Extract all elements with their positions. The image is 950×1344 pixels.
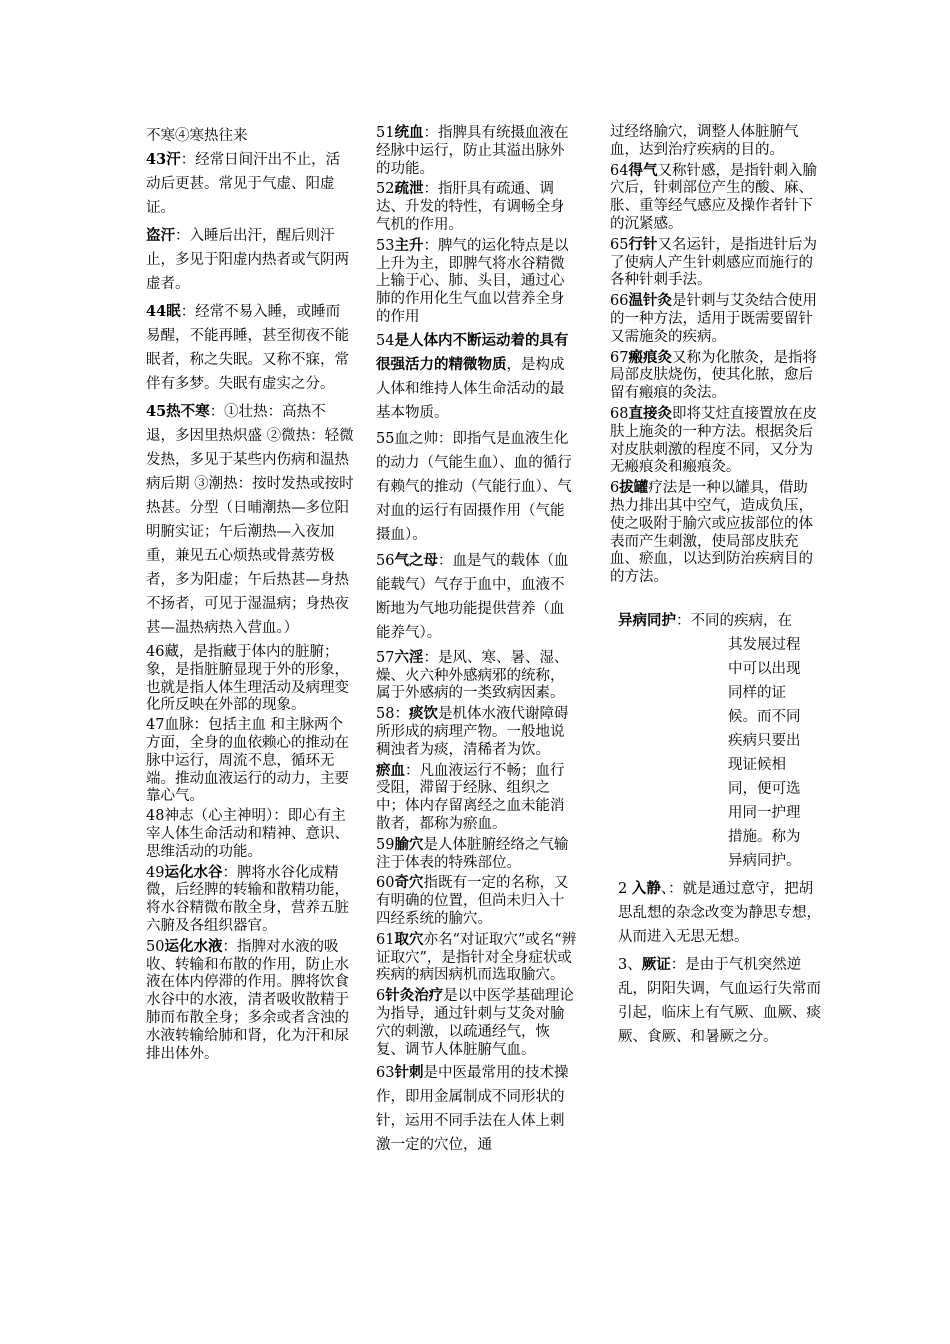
- entry-64: 64得气又称针感，是指针刺入腧穴后，针刺部位产生的酸、麻、胀、重等经气感应及操作者针下的沉紧感。: [610, 161, 817, 232]
- entry-57: 57六淫：是风、寒、暑、湿、燥、火六种外感病邪的统称，属于外感病的一类致病因素。: [376, 648, 569, 702]
- entry-term: 瘢痕灸: [628, 348, 672, 366]
- entry-term: 得气: [628, 161, 658, 179]
- entry-term: 疏泄: [394, 180, 424, 198]
- entry-term: 统血: [394, 124, 424, 141]
- entry-night-sweat: 盗汗：入睡后出汗，醒后则汗止，多见于阳虚内热者或气阴两虚者。: [146, 227, 349, 292]
- entry-43-sweat: 43汗：经常日间汗出不止，活动后更甚。常见于气虚、阳虚证。: [146, 151, 341, 216]
- entry-lead-line: 异病同护：不同的疾病，在: [618, 611, 792, 629]
- entry-term: 针刺: [394, 1064, 424, 1082]
- spacer: [610, 587, 822, 609]
- entry-term: 入静: [631, 879, 661, 897]
- entry-quiet: 2 入静、：就是通过意守，把胡思乱想的杂念改变为静思专想，从而进入无思无想。: [618, 879, 821, 945]
- entry-66: 66温针灸是针刺与艾灸结合使用的一种方法，适用于既需要留针又需施灸的疾病。: [610, 292, 817, 345]
- entry-term: 运化水液: [164, 937, 223, 955]
- entry-same-care: [610, 609, 822, 873]
- entry-term: 瘀血: [376, 761, 405, 779]
- entry-49-transport-food: 49运化水谷：脾将水谷化成精微，后经脾的转输和散精功能，将水谷精微布散全身，营养五脏六腑及各组织器官。: [146, 863, 349, 934]
- entry-54: 54是人体内不断运动着的具有很强活力的精微物质，是构成人体和维持人体生命活动的最基本物质。: [376, 331, 569, 421]
- entry-69: 6拔罐疗法是一种以罐具，借助热力排出其中空气，造成负压，使之吸附于腧穴或应拔部位的体表而产生刺激，使局部皮肤充血、瘀血，以达到防治疾病目的的方法。: [610, 479, 813, 586]
- entry-61: 61取穴亦名“对证取穴”或名“辨证取穴”，是指针对全身症状或疾病的病因病机而选取腧穴。: [376, 930, 577, 984]
- entry-term: 取穴: [394, 930, 424, 948]
- entry-term: 44眠: [146, 303, 181, 320]
- entry-term: 奇穴: [394, 874, 424, 892]
- entry-stasis: 瘀血：凡血液运行不畅；血行受阻，滞留于经脉、组织之中；体内存留离经之血未能消散者，都称为瘀血。: [376, 761, 565, 832]
- entry-term: 直接灸: [628, 404, 672, 422]
- entry-term: 行针: [628, 235, 658, 253]
- entry-58: 58：痰饮是机体水液代谢障碍所形成的病理产物。一般地说稠浊者为痰，清稀者为饮。: [376, 705, 569, 758]
- entry-syncope: 3、厥证：是由于气机突然逆乱，阴阳失调，气血运行失常而引起，临床上有气厥、血厥、痰厥、食厥、和暑厥之分。: [618, 955, 821, 1045]
- column-2: [376, 124, 578, 1157]
- paragraph-continued: 过经络腧穴，调整人体脏腑气血，达到治疗疾病的目的。: [610, 124, 799, 158]
- entry-65: 65行针又名运针，是指进针后为了使病人产生针刺感应而施行的各种针刺手法。: [610, 235, 817, 289]
- entry-term: 厥证: [641, 955, 671, 973]
- entry-67: 67瘢痕灸又称为化脓灸，是指将局部皮肤烧伤，使其化脓，愈后留有瘢痕的灸法。: [610, 348, 817, 402]
- entry-62: 6针灸治疗是以中医学基础理论为指导，通过针刺与艾灸对腧穴的刺激，以疏通经气，恢复、调节人体脏腑气血。: [376, 987, 574, 1058]
- entry-term: 拔罐: [619, 479, 649, 497]
- entry-44-sleep: 44眠：经常不易入睡，或睡而易醒，不能再睡，甚至彻夜不能眠者，称之失眠。又称不寐，常伴有多梦。失眠有虚实之分。: [146, 303, 349, 392]
- entry-term: 气之母: [394, 551, 438, 569]
- entry-hanging-text: 其发展过程中可以出现同样的证候。而不同疾病只要出现证候相同，便可选用同一护理措施。称为异病同护。: [728, 636, 801, 869]
- column-3: [610, 124, 822, 1049]
- entry-term: 异病同护: [618, 611, 676, 629]
- entry-63: 63针刺是中医最常用的技术操作，即用金属制成不同形状的针，运用不同手法在人体上刺激一定的穴位，通: [376, 1064, 569, 1154]
- entry-59: 59腧穴是人体脏腑经络之气输注于体表的特殊部位。: [376, 835, 569, 871]
- entry-term: 痰饮: [408, 705, 438, 723]
- entry-term: 针灸治疗: [385, 987, 444, 1005]
- entry-45-fever: 45热不寒：①壮热：高热不退，多因里热炽盛 ②微热：轻微发热，多见于某些内伤病和温热病后期 ③潮热：按时发热或按时热甚。分型（日晡潮热—多位阳明腑实证；午后潮热—入夜加重，兼见五心烦热或骨蒸劳极者，多为阳虚；午后热甚—身热不扬者，可见于湿温病；身热夜甚—温热病热入营血。）: [146, 403, 354, 636]
- entry-47-blood-vessel: 47血脉：包括主血 和主脉两个方面，全身的血依赖心的推动在脉中运行，周流不息，循环无端。推动血液运行的动力，主要靠心气。: [146, 717, 349, 805]
- entry-term: 盗汗: [146, 227, 175, 244]
- entry-term: 主升: [394, 236, 424, 254]
- paragraph-continued: 不寒④寒热往来: [146, 128, 248, 144]
- entry-68: 68直接灸即将艾炷直接置放在皮肤上施灸的一种方法。根据灸后对皮肤刺激的程度不同，又分为无瘢痕灸和瘢痕灸。: [610, 404, 817, 476]
- entry-term: 六淫: [394, 648, 424, 666]
- entry-56: 56气之母：血是气的载体（血能载气）气存于血中，血液不断地为气地功能提供营养（血能养气）。: [376, 551, 569, 641]
- entry-term: 腧穴: [394, 835, 424, 853]
- entry-51: 51统血：指脾具有统摄血液在经脉中运行，防止其溢出脉外的功能。: [376, 124, 569, 177]
- entry-52: 52疏泄：指肝具有疏通、调达、升发的特性，有调畅全身气机的作用。: [376, 180, 565, 233]
- entry-53: 53主升：脾气的运化特点是以上升为主，即脾气将水谷精微上输于心、肺、头目，通过心肺的作用化生气血以营养全身的作用: [376, 236, 569, 325]
- entry-term: 是人体内不断运动着的具有很强活力的精微物质: [376, 331, 569, 373]
- entry-term: 运化水谷: [164, 863, 223, 881]
- entry-60: 60奇穴指既有一定的名称，又有明确的位置，但尚未归入十四经系统的腧穴。: [376, 874, 569, 927]
- entry-50-transport-fluid: 50运化水液：指脾对水液的吸收、转输和布散的作用，防止水液在体内停滞的作用。脾将饮食水谷中的水液，清者吸收散精于肺而布散全身；多余或者含浊的水液转输给肺和肾，化为汗和尿排出体外。: [146, 937, 349, 1062]
- entry-55: 55血之帅：即指气是血液生化的动力（气能生血）、血的循行有赖气的推动（气能行血）、气对血的运行有固摄作用（气能摄血）。: [376, 430, 572, 543]
- entry-term: 43汗: [146, 151, 181, 168]
- column-1: [146, 124, 354, 1063]
- entry-term: 温针灸: [628, 292, 672, 310]
- entry-term: 45热不寒: [146, 403, 210, 420]
- entry-46-zangxiang: 46藏，是指藏于体内的脏腑；象，是指脏腑显现于外的形象，也就是指人体生理活动及病理变化所反映在外部的现象。: [146, 644, 349, 714]
- entry-48-spirit: 48神志（心主神明）：即心有主宰人体生命活动和精神、意识、思维活动的功能。: [146, 808, 349, 860]
